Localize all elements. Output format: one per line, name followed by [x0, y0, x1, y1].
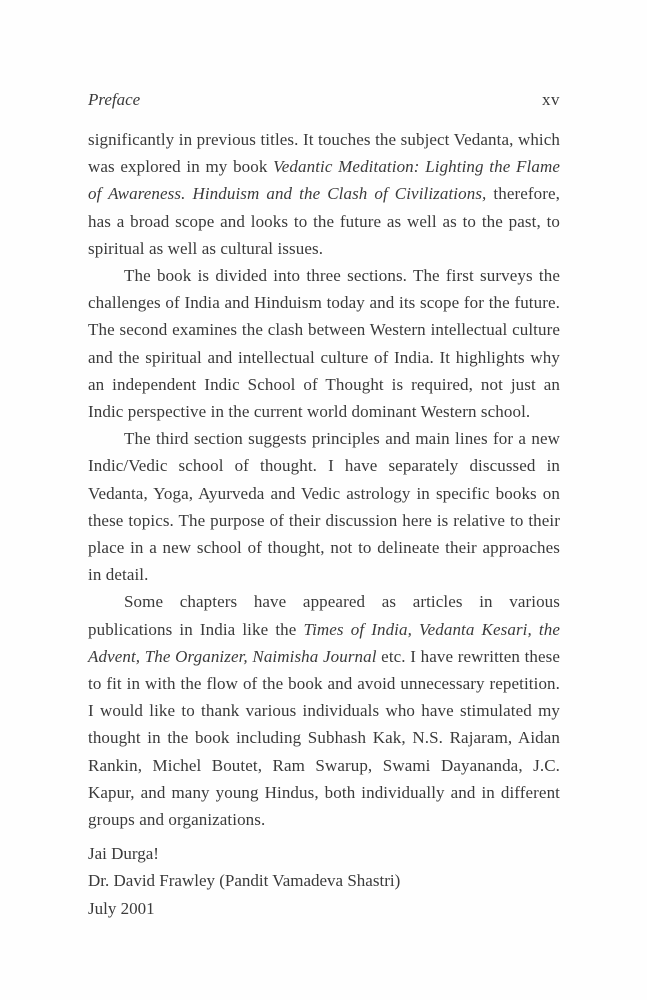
signature-line-2: Dr. David Frawley (Pandit Vamadeva Shastri) [88, 871, 401, 891]
signature-line-1: Jai Durga! [88, 844, 159, 864]
page-number: xv [542, 90, 560, 109]
running-head [88, 86, 560, 113]
signature-block [88, 840, 560, 922]
paragraph-text: The book is divided into three sections. The first surveys the challenges of India and Hinduism today and its scope for the future. The second examines the clash between Western intellectual culture and the spiritual and intellectual culture of India. It highlights why an independent Indic School of Thought is required, not just an Indic perspective in the current world dominant Western school. [88, 266, 560, 422]
paragraph-text: Some chapters have appeared as articles in various publications in India like the [88, 592, 560, 639]
paragraph-text: therefore, has a broad scope and looks to the future as well as to the past, to spiritual as well as cultural issues. [88, 184, 560, 258]
paragraph-text: significantly in previous titles. It touches the subject Vedanta, which was explored in my book [88, 130, 560, 177]
paragraph-text: The third section suggests principles and main lines for a new Indic/Vedic school of thought. I have separately discussed in Vedanta, Yoga, Ayurveda and Vedic astrology in specific books on these topics. The purpose of their discussion here is relative to their place in a new school of thought, not to delineate their approaches in detail. [88, 429, 560, 585]
book-title-italic: Times of India, Vedanta Kesari, the Advent, The Organizer, Naimisha Journal [88, 619, 560, 666]
signature-line-3: July 2001 [88, 898, 155, 918]
chapter-title: Preface [88, 90, 141, 109]
book-title-italic: Vedantic Meditation: Lighting the Flame of Awareness. Hinduism and the Clash of Civilizations, [88, 157, 560, 204]
paragraph-text: etc. I have rewritten these to fit in with the flow of the book and avoid unnecessary repetition. I would like to thank various individuals who have stimulated my thought in the book including Subhash Kak, N.S. Rajaram, Aidan Rankin, Michel Boutet, Ram Swarup, Swami Dayananda, J.C. Kapur, and many young Hindus, both individually and in different groups and organizations. [88, 646, 560, 830]
paragraph-4 [88, 588, 560, 833]
paragraph-2 [88, 262, 560, 425]
paragraph-3 [88, 425, 560, 588]
page-body [88, 126, 560, 833]
paragraph-1 [88, 126, 560, 262]
